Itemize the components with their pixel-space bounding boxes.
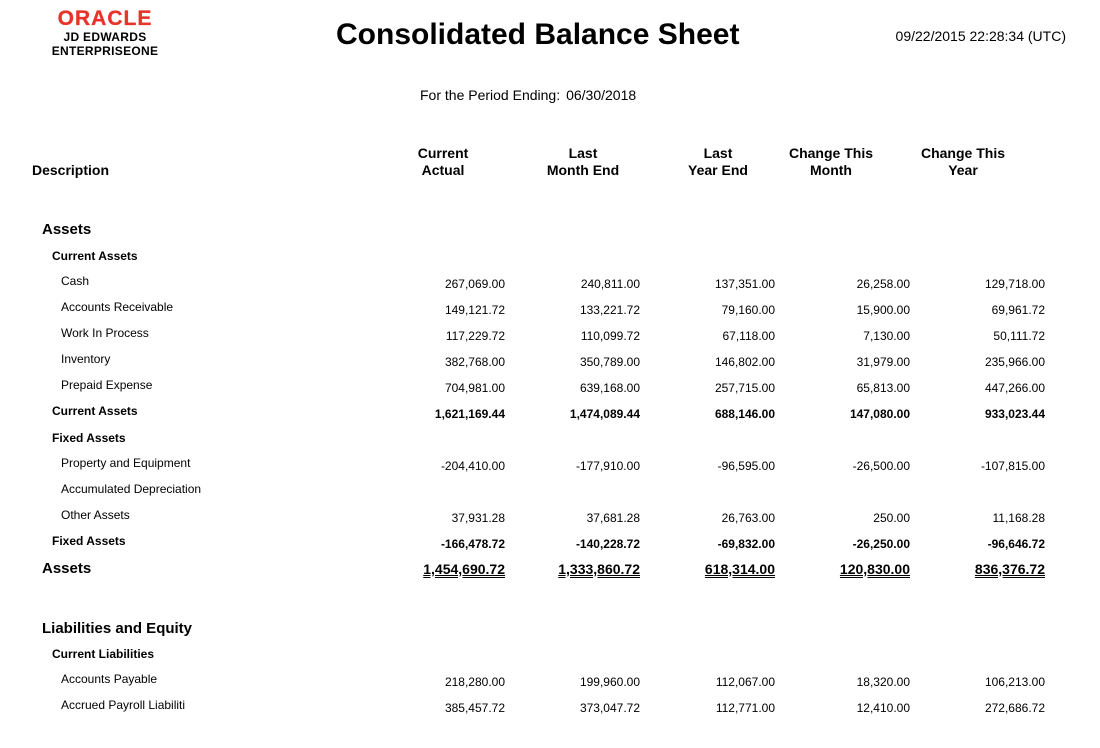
cell-value-col1: 385,457.72 xyxy=(444,701,505,715)
cell-value-col4: 250.00 xyxy=(873,511,910,525)
jde-logo xyxy=(45,8,165,58)
row-item xyxy=(0,326,1100,346)
cell-value-col2: 1,333,860.72 xyxy=(558,561,640,577)
cell-value-col3: -69,832.00 xyxy=(717,537,775,551)
cell-value-col3: 146,802.00 xyxy=(714,355,775,369)
period-date: 06/30/2018 xyxy=(566,87,637,103)
row-section xyxy=(0,221,1100,241)
cell-value-col2: 350,789.00 xyxy=(579,355,640,369)
cell-value-col5: 836,376.72 xyxy=(974,561,1045,577)
cell-value-col5: 69,961.72 xyxy=(991,303,1045,317)
period-label: For the Period Ending: xyxy=(420,87,561,103)
cell-value-col5: 272,686.72 xyxy=(984,701,1045,715)
row-label: Current Liabilities xyxy=(52,647,155,661)
logo-line-jd-edwards: JD EDWARDS xyxy=(63,30,147,44)
cell-value-col4: -26,250.00 xyxy=(852,537,910,551)
cell-value-col3: 688,146.00 xyxy=(714,407,775,421)
cell-value-col2: -140,228.72 xyxy=(575,537,640,551)
cell-value-col2: -177,910.00 xyxy=(575,459,640,473)
row-label: Accounts Receivable xyxy=(61,300,174,314)
cell-value-col3: 618,314.00 xyxy=(704,561,775,577)
row-section xyxy=(0,620,1100,640)
cell-value-col5: 933,023.44 xyxy=(984,407,1045,421)
row-label: Prepaid Expense xyxy=(61,378,153,392)
row-group xyxy=(0,647,1100,667)
period-line xyxy=(420,87,636,103)
cell-value-col3: 112,771.00 xyxy=(715,701,775,715)
row-item xyxy=(0,698,1100,718)
cell-value-col5: 50,111.72 xyxy=(993,329,1045,343)
row-subtotal xyxy=(0,404,1100,424)
cell-value-col4: 15,900.00 xyxy=(856,303,910,317)
cell-value-col5: 11,168.28 xyxy=(992,511,1045,525)
row-label: Inventory xyxy=(61,352,111,366)
row-item xyxy=(0,508,1100,528)
cell-value-col4: 7,130.00 xyxy=(863,329,910,343)
row-item xyxy=(0,672,1100,692)
row-item xyxy=(0,300,1100,320)
cell-value-col1: 218,280.00 xyxy=(444,675,505,689)
cell-value-col1: 149,121.72 xyxy=(444,303,505,317)
row-subtotal xyxy=(0,534,1100,554)
cell-value-col2: 373,047.72 xyxy=(579,701,640,715)
cell-value-col4: 18,320.00 xyxy=(856,675,910,689)
row-item xyxy=(0,378,1100,398)
cell-value-col4: 65,813.00 xyxy=(856,381,910,395)
row-item xyxy=(0,352,1100,372)
cell-value-col3: 257,715.00 xyxy=(714,381,775,395)
cell-value-col4: -26,500.00 xyxy=(852,459,910,473)
cell-value-col2: 110,099.72 xyxy=(580,329,640,343)
row-item xyxy=(0,482,1100,502)
row-total xyxy=(0,560,1100,580)
cell-value-col2: 639,168.00 xyxy=(579,381,640,395)
row-group xyxy=(0,249,1100,269)
column-header-change-this-month: Change This Month xyxy=(788,145,873,178)
cell-value-col3: -96,595.00 xyxy=(717,459,775,473)
cell-value-col4: 12,410.00 xyxy=(856,701,910,715)
logo-line-enterpriseone: ENTERPRISEONE xyxy=(51,44,159,58)
row-item xyxy=(0,456,1100,476)
row-item xyxy=(0,274,1100,294)
report-timestamp: 09/22/2015 22:28:34 (UTC) xyxy=(895,28,1066,44)
cell-value-col3: 79,160.00 xyxy=(721,303,775,317)
cell-value-col3: 67,118.00 xyxy=(722,329,775,343)
row-label: Cash xyxy=(61,274,90,288)
cell-value-col4: 31,979.00 xyxy=(856,355,910,369)
column-header-last-month-end: Last Month End xyxy=(546,145,620,178)
row-label: Fixed Assets xyxy=(52,534,126,548)
cell-value-col3: 26,763.00 xyxy=(721,511,775,525)
cell-value-col1: 1,454,690.72 xyxy=(423,561,505,577)
cell-value-col3: 112,067.00 xyxy=(715,675,775,689)
cell-value-col2: 199,960.00 xyxy=(579,675,640,689)
cell-value-col2: 37,681.28 xyxy=(586,511,640,525)
row-label: Other Assets xyxy=(61,508,130,522)
cell-value-col1: 267,069.00 xyxy=(444,277,505,291)
cell-value-col2: 240,811.00 xyxy=(580,277,640,291)
row-group xyxy=(0,431,1100,451)
row-label: Assets xyxy=(42,560,92,577)
row-label: Fixed Assets xyxy=(52,431,126,445)
cell-value-col1: 117,229.72 xyxy=(445,329,505,343)
row-label: Current Assets xyxy=(52,249,138,263)
column-header-description: Description xyxy=(32,162,110,178)
cell-value-col1: -204,410.00 xyxy=(440,459,505,473)
cell-value-col4: 147,080.00 xyxy=(849,407,910,421)
cell-value-col2: 133,221.72 xyxy=(579,303,640,317)
cell-value-col5: -107,815.00 xyxy=(980,459,1045,473)
cell-value-col1: -166,478.72 xyxy=(440,537,505,551)
row-label: Liabilities and Equity xyxy=(42,620,193,637)
cell-value-col5: 106,213.00 xyxy=(984,675,1045,689)
row-label: Accounts Payable xyxy=(61,672,158,686)
cell-value-col1: 1,621,169.44 xyxy=(434,407,505,421)
row-label: Accrued Payroll Liabiliti xyxy=(61,698,186,712)
row-label: Assets xyxy=(42,221,92,238)
column-header-change-this-year: Change This Year xyxy=(920,145,1005,178)
cell-value-col4: 26,258.00 xyxy=(856,277,910,291)
report-title: Consolidated Balance Sheet xyxy=(336,18,740,51)
cell-value-col1: 382,768.00 xyxy=(444,355,505,369)
cell-value-col3: 137,351.00 xyxy=(714,277,775,291)
cell-value-col5: 129,718.00 xyxy=(984,277,1045,291)
cell-value-col1: 37,931.28 xyxy=(451,511,505,525)
column-header-last-year-end: Last Year End xyxy=(688,145,748,178)
cell-value-col5: 235,966.00 xyxy=(984,355,1045,369)
row-label: Work In Process xyxy=(61,326,149,340)
row-label: Accumulated Depreciation xyxy=(61,482,202,496)
cell-value-col4: 120,830.00 xyxy=(839,561,910,577)
column-header-current-actual: Current Actual xyxy=(417,145,469,178)
row-label: Property and Equipment xyxy=(61,456,191,470)
cell-value-col2: 1,474,089.44 xyxy=(569,407,640,421)
cell-value-col5: -96,646.72 xyxy=(987,537,1045,551)
row-label: Current Assets xyxy=(52,404,138,418)
cell-value-col1: 704,981.00 xyxy=(444,381,505,395)
oracle-wordmark: ORACLE xyxy=(57,7,153,30)
cell-value-col5: 447,266.00 xyxy=(984,381,1045,395)
